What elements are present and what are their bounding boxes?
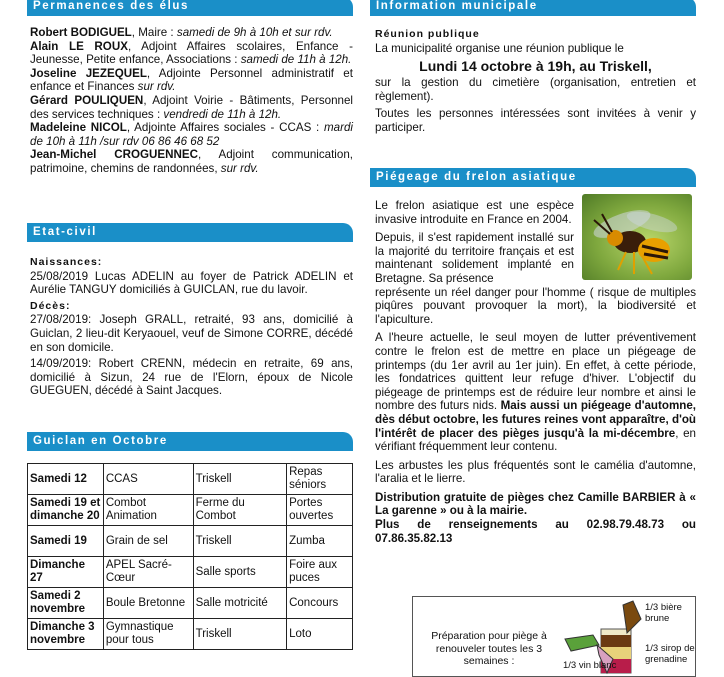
event-organizer: APEL Sacré-Cœur — [103, 557, 193, 588]
event-place: Triskell — [193, 526, 286, 557]
table-row — [28, 588, 353, 619]
event-organizer: Boule Bretonne — [103, 588, 193, 619]
frelon-para-2a: Depuis, il s'est rapidement installé sur la majorité du territoire français et est maintenant solidement implanté en Bretagne. Sa présence — [375, 231, 574, 285]
event-type: Foire aux puces — [287, 557, 353, 588]
permanences-list — [30, 26, 353, 176]
reunion-topic: sur la gestion du cimetière (organisation, entretien et règlement). — [375, 76, 696, 103]
recipe-text: Préparation pour piège à renouveler toutes les 3 semaines : — [431, 630, 547, 667]
frelon-heading: Piégeage du frelon asiatique — [370, 168, 696, 187]
event-date: Samedi 12 — [28, 464, 104, 495]
event-place: Salle sports — [193, 557, 286, 588]
etat-civil-heading: Etat-civil — [27, 223, 353, 242]
permanences-heading: Permanences des élus — [27, 0, 353, 16]
reunion-date: Lundi 14 octobre à 19h, au Triskell, — [419, 58, 652, 75]
event-place: Ferme du Combot — [193, 495, 286, 526]
deces-entry: 27/08/2019: Joseph GRALL, retraité, 93 ans, domicilié à Guiclan, 2 lieu-dit Keryaouel, veuf de Simone CORRE, décédé en son domicile. — [30, 313, 353, 354]
reunion-invite: Toutes les personnes intéressées sont invitées à venir y participer. — [375, 107, 696, 134]
event-type: Portes ouvertes — [287, 495, 353, 526]
frelon-content — [375, 199, 696, 545]
event-date: Samedi 2 novembre — [28, 588, 104, 619]
event-type: Concours — [287, 588, 353, 619]
event-organizer: Gymnastique pour tous — [103, 619, 193, 650]
permanence-entry: Alain LE ROUX, Adjoint Affaires scolaires, Enfance - Jeunesse, Petite enfance, Associations : samedi de 11h à 12h. — [30, 39, 353, 67]
permanence-entry: Jean-Michel CROGUENNEC, Adjoint communication, patrimoine, chemins de randonnées, sur rdv. — [30, 148, 353, 175]
table-row — [28, 495, 353, 526]
event-type: Repas séniors — [287, 464, 353, 495]
event-place: Salle motricité — [193, 588, 286, 619]
deces-entry: 14/09/2019: Robert CRENN, médecin en retraite, 69 ans, domicilié à Sizun, 24 rue de l'Elorn, époux de Nicole GUEGUEN, décédé à Saint Jacques. — [30, 357, 353, 398]
info-municipale-content — [375, 28, 696, 135]
info-municipale-heading: Information municipale — [370, 0, 696, 16]
frelon-para-2b: représente un réel danger pour l'homme ( risque de multiples piqûres pouvant provoquer la mort), la biodiversité et l'apiculture. — [375, 285, 696, 326]
event-date: Dimanche 27 — [28, 557, 104, 588]
frelon-para-1: Le frelon asiatique est une espèce invasive introduite en France en 2004. — [375, 199, 574, 226]
table-row — [28, 619, 353, 650]
event-place: Triskell — [193, 619, 286, 650]
event-organizer: Combot Animation — [103, 495, 193, 526]
naissance-entry: 25/08/2019 Lucas ADELIN au foyer de Patrick ADELIN et Aurélie TANGUY domiciliés à GUICLAN, rue du lavoir. — [30, 269, 353, 297]
octobre-heading: Guiclan en Octobre — [27, 432, 353, 451]
etat-civil-content — [30, 256, 353, 398]
permanence-entry: Joseline JEZEQUEL, Adjointe Personnel administratif et enfance et Finances sur rdv. — [30, 66, 353, 94]
octobre-table — [27, 463, 353, 650]
contact-info: Plus de renseignements au 02.98.79.48.73 ou 07.86.35.82.13 — [375, 518, 696, 545]
table-row — [28, 526, 353, 557]
recipe-label-vin: 1/3 vin blanc — [563, 660, 617, 671]
table-row — [28, 464, 353, 495]
reunion-intro: La municipalité organise une réunion publique le — [375, 41, 624, 55]
permanence-entry: Madeleine NICOL, Adjointe Affaires sociales - CCAS : mardi de 10h à 11h /sur rdv 06 86 46 68 52 — [30, 121, 353, 148]
permanence-entry: Robert BODIGUEL, Maire : samedi de 9h à 10h et sur rdv. — [30, 26, 333, 39]
frelon-para-4: Les arbustes les plus fréquentés sont le camélia d'automne, l'aralia et le lierre. — [375, 458, 696, 486]
event-type: Loto — [287, 619, 353, 650]
reunion-label: Réunion publique — [375, 28, 480, 40]
event-date: Samedi 19 et dimanche 20 — [28, 495, 104, 526]
event-date: Dimanche 3 novembre — [28, 619, 104, 650]
recipe-box — [412, 596, 696, 677]
table-row — [28, 557, 353, 588]
event-organizer: CCAS — [103, 464, 193, 495]
frelon-para-3: A l'heure actuelle, le seul moyen de lutter préventivement contre le frelon est de mettre en place un piégeage de printemps (du 1er avril au 1er juin). En effet, à cette période, les fondatrices quittent leur refuge d'hiver. L'objectif du piégeage de printemps est de réduire leur nombre et ainsi le nombre des futurs nids. Mais aussi un piégeage d'automne, dès début octobre, les futures reines vont apparaître, d'où l'intérêt de placer des pièges jusqu'à la mi-décembre, en vérifiant fréquemment leur contenu. — [375, 331, 696, 454]
event-place: Triskell — [193, 464, 286, 495]
event-organizer: Grain de sel — [103, 526, 193, 557]
permanence-entry: Gérard POULIQUEN, Adjoint Voirie - Bâtiments, Personnel des services techniques : vendredi de 11h à 12h. — [30, 93, 353, 121]
recipe-label-biere: 1/3 bière brune — [645, 602, 682, 624]
recipe-label-grenadine: 1/3 sirop de grenadine — [645, 643, 695, 665]
deces-label: Décès: — [30, 299, 71, 312]
event-date: Samedi 19 — [28, 526, 104, 557]
distribution-info: Distribution gratuite de pièges chez Camille BARBIER à « La garenne » ou à la mairie. — [375, 490, 696, 518]
event-type: Zumba — [287, 526, 353, 557]
naissances-label: Naissances: — [30, 256, 103, 268]
